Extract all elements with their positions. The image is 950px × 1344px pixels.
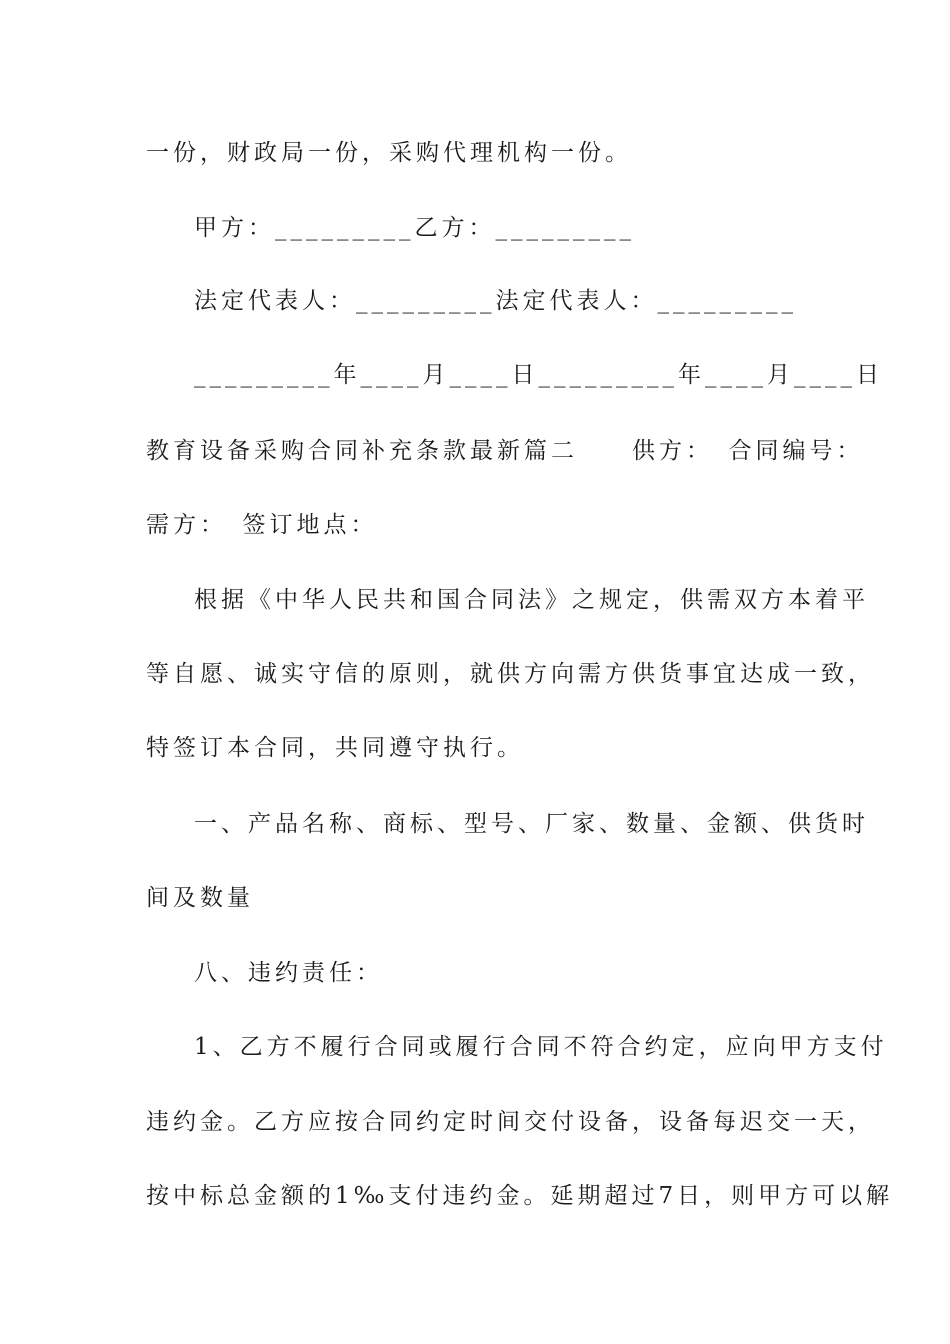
paragraph-line: 根据《中华人民共和国合同法》之规定，供需双方本着平 [194, 587, 869, 613]
paragraph-line: 1、乙方不履行合同或履行合同不符合约定，应向甲方支付 [194, 1034, 888, 1060]
paragraph-line: 违约金。乙方应按合同约定时间交付设备，设备每迟交一天， [146, 1109, 875, 1135]
clause-heading-line: 间及数量 [146, 885, 254, 911]
paragraph-line: 按中标总金额的1‰支付违约金。延期超过7日，则甲方可以解 [146, 1183, 894, 1209]
text-line: 需方： 签订地点： [146, 512, 378, 538]
paragraph-line: 等自愿、诚实守信的原则，就供方向需方供货事宜达成一致， [146, 661, 875, 687]
signature-parties-line: 甲方：_________乙方：_________ [194, 215, 635, 241]
date-line: _________年____月____日_________年____月____日 [194, 362, 883, 388]
clause-heading-line: 八、违约责任： [194, 960, 383, 986]
clause-heading-line: 一、产品名称、商标、型号、厂家、数量、金额、供货时 [194, 811, 869, 837]
section-heading-line: 教育设备采购合同补充条款最新篇二 供方： 合同编号： [146, 438, 864, 464]
paragraph-line: 特签订本合同，共同遵守执行。 [146, 735, 524, 761]
legal-representative-line: 法定代表人：_________法定代表人：_________ [194, 288, 797, 314]
text-line: 一份，财政局一份，采购代理机构一份。 [146, 140, 632, 166]
